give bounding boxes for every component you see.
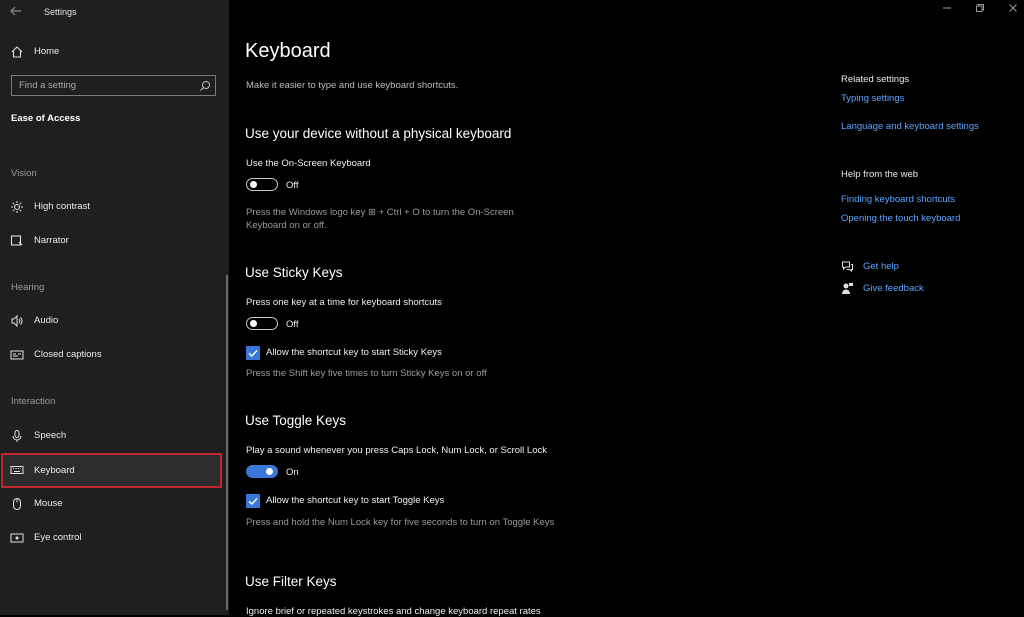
feedback-icon[interactable]: [841, 282, 854, 300]
speaker-icon: [10, 314, 24, 328]
sidebar-item-speech[interactable]: [0, 421, 221, 451]
close-icon[interactable]: [1008, 3, 1018, 16]
search-box[interactable]: [11, 75, 216, 96]
section-header-vision: Vision: [11, 168, 37, 179]
give-feedback-link[interactable]: Give feedback: [863, 283, 924, 294]
checkmark-icon: [246, 346, 260, 360]
sidebar-item-audio[interactable]: [0, 306, 221, 336]
home-icon: [10, 45, 24, 59]
chat-help-icon[interactable]: [841, 260, 854, 278]
sticky-label: Press one key at a time for keyboard shortcuts: [246, 297, 442, 308]
sticky-heading: Use Sticky Keys: [245, 265, 343, 280]
togglekeys-toggle[interactable]: [246, 465, 278, 478]
toggle-knob: [250, 320, 257, 327]
filter-label: Ignore brief or repeated keystrokes and change keyboard repeat rates: [246, 606, 541, 617]
filter-heading: Use Filter Keys: [245, 574, 337, 589]
sidebar-item-closed-captions[interactable]: [0, 340, 221, 370]
language-keyboard-settings-link[interactable]: Language and keyboard settings: [841, 121, 979, 132]
sidebar-item-label: Narrator: [34, 235, 69, 246]
sticky-shortcut-checkbox[interactable]: [246, 346, 260, 360]
sidebar-item-label: Audio: [34, 315, 59, 326]
sidebar-item-label: Home: [34, 46, 60, 57]
back-arrow-icon[interactable]: [10, 4, 22, 19]
search-input[interactable]: [12, 76, 199, 95]
togglekeys-heading: Use Toggle Keys: [245, 413, 347, 428]
sidebar-item-high-contrast[interactable]: [0, 192, 221, 222]
sidebar: [0, 0, 229, 615]
search-icon[interactable]: [199, 79, 211, 91]
app-title: Settings: [44, 7, 77, 17]
typing-settings-link[interactable]: Typing settings: [841, 93, 905, 104]
sidebar-scrollbar[interactable]: [226, 275, 228, 610]
togglekeys-description: Press and hold the Num Lock key for five seconds to turn on Toggle Keys: [246, 517, 555, 528]
sidebar-item-narrator[interactable]: [0, 226, 221, 256]
togglekeys-label: Play a sound whenever you press Caps Lock, Num Lock, or Scroll Lock: [246, 445, 547, 456]
togglekeys-checkbox-label[interactable]: Allow the shortcut key to start Toggle Keys: [266, 495, 445, 506]
sticky-description: Press the Shift key five times to turn Sticky Keys on or off: [246, 368, 487, 379]
osk-label: Use the On-Screen Keyboard: [246, 158, 371, 169]
get-help-link[interactable]: Get help: [863, 261, 899, 272]
sidebar-item-label: Speech: [34, 430, 67, 441]
sidebar-item-label: Mouse: [34, 498, 63, 509]
togglekeys-shortcut-checkbox[interactable]: [246, 494, 260, 508]
checkmark-icon: [246, 494, 260, 508]
osk-toggle-state: Off: [286, 180, 299, 191]
osk-toggle[interactable]: [246, 178, 278, 191]
sun-icon: [10, 200, 24, 214]
sidebar-item-keyboard[interactable]: [2, 454, 221, 487]
sidebar-item-label: Keyboard: [34, 465, 75, 476]
sidebar-item-label: High contrast: [34, 201, 90, 212]
osk-description: Press the Windows logo key ⊞ + Ctrl + O to turn the On-Screen Keyboard on or off.: [246, 207, 514, 231]
sticky-checkbox-label[interactable]: Allow the shortcut key to start Sticky Keys: [266, 347, 442, 358]
mouse-icon: [10, 497, 24, 511]
sidebar-item-label: Eye control: [34, 532, 82, 543]
help-from-web-heading: Help from the web: [841, 169, 919, 180]
page-title: Keyboard: [245, 40, 331, 62]
section-header-interaction: Interaction: [11, 396, 56, 407]
category-title: Ease of Access: [11, 113, 81, 124]
sidebar-item-home[interactable]: [0, 37, 221, 67]
finding-keyboard-shortcuts-link[interactable]: Finding keyboard shortcuts: [841, 194, 956, 205]
related-settings-heading: Related settings: [841, 74, 910, 85]
sidebar-item-mouse[interactable]: [0, 489, 221, 519]
keyboard-icon: [10, 463, 24, 477]
osk-heading: Use your device without a physical keyboard: [245, 126, 512, 141]
sticky-toggle[interactable]: [246, 317, 278, 330]
microphone-icon: [10, 429, 24, 443]
minimize-icon[interactable]: [942, 3, 952, 16]
sidebar-item-eye-control[interactable]: [0, 523, 221, 553]
captions-icon: [10, 348, 24, 362]
section-header-hearing: Hearing: [11, 282, 45, 293]
sidebar-item-label: Closed captions: [34, 349, 102, 360]
narrator-icon: [10, 234, 24, 248]
opening-touch-keyboard-link[interactable]: Opening the touch keyboard: [841, 213, 961, 224]
toggle-knob: [266, 468, 273, 475]
eye-control-icon: [10, 531, 24, 545]
page-subtitle: Make it easier to type and use keyboard shortcuts.: [246, 80, 459, 91]
toggle-knob: [250, 181, 257, 188]
restore-icon[interactable]: [975, 3, 985, 16]
sticky-toggle-state: Off: [286, 319, 299, 330]
togglekeys-toggle-state: On: [286, 467, 299, 478]
